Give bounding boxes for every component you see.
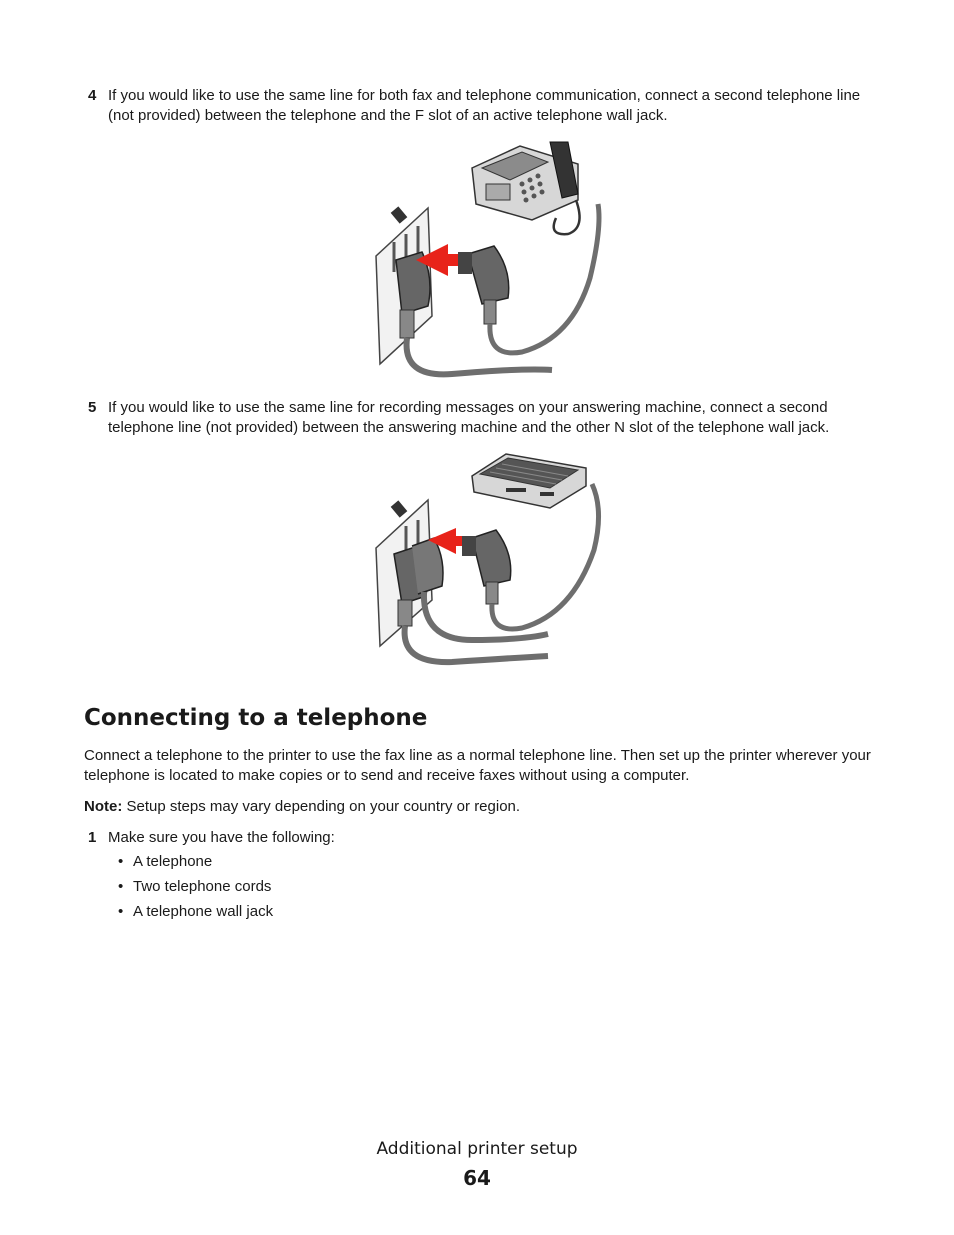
step-number: 5	[88, 399, 97, 416]
step-text: If you would like to use the same line for recording messages on your answering machine, connect a second telephone line (not provided) between the answering machine and the other N slot of the telephone wall jack.	[108, 399, 830, 436]
telephone-connection-diagram	[372, 138, 606, 386]
requirements-list	[116, 852, 273, 927]
section-heading: Connecting to a telephone	[84, 705, 428, 731]
list-item	[116, 852, 273, 877]
answering-machine-wall-jack-illustration	[372, 450, 606, 672]
list-item-text: A telephone	[133, 853, 213, 870]
list-item	[116, 902, 273, 927]
note-label: Note:	[84, 798, 123, 815]
list-item	[116, 877, 273, 902]
step-number: 1	[88, 829, 97, 846]
note-text: Setup steps may vary depending on your country or region.	[122, 798, 521, 815]
telephone-wall-jack-illustration	[372, 138, 606, 386]
step-number: 4	[88, 87, 97, 104]
step-4	[84, 86, 874, 126]
page-number: 64	[463, 1166, 491, 1190]
intro-paragraph: Connect a telephone to the printer to use the fax line as a normal telephone line. Then set up the printer wherever your telephone is located to make copies or to send and receive faxes without using a computer.	[84, 747, 871, 784]
list-item-text: A telephone wall jack	[133, 903, 274, 920]
bullet-icon: •	[118, 903, 124, 920]
note-paragraph	[84, 797, 884, 817]
list-item-text: Two telephone cords	[133, 878, 272, 895]
step-1	[84, 828, 874, 848]
footer-title: Additional printer setup	[376, 1139, 578, 1159]
step-text: If you would like to use the same line for both fax and telephone communication, connect a second telephone line (not provided) between the telephone and the F slot of an active telephone wall jack.	[108, 87, 861, 124]
bullet-icon: •	[118, 878, 124, 895]
bullet-icon: •	[118, 853, 124, 870]
step-text: Make sure you have the following:	[108, 829, 335, 846]
step-5	[84, 398, 874, 438]
answering-machine-connection-diagram	[372, 450, 606, 672]
